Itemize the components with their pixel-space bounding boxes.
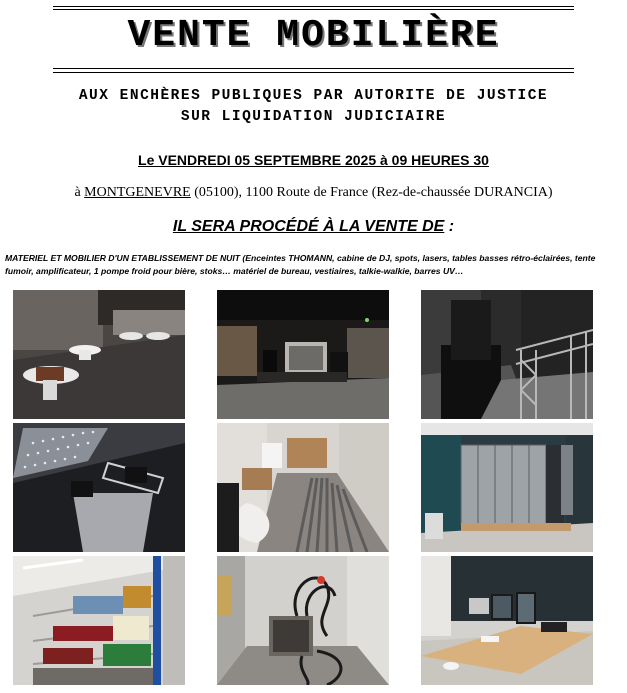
photo-office-desk xyxy=(421,556,593,685)
proceed-heading xyxy=(0,218,627,236)
photo-speakers-truss xyxy=(421,290,593,419)
photo-led-light-truss xyxy=(13,423,185,552)
photo-beer-pump xyxy=(217,556,389,685)
page-title: VENTE MOBILIÈRE xyxy=(127,14,500,57)
proceed-heading-colon: : xyxy=(444,218,455,235)
sale-date-text: Le VENDREDI 05 SEPTEMBRE 2025 à 09 HEURES 30 xyxy=(138,152,489,168)
photo-dj-booth-room xyxy=(217,290,389,419)
title-rule-lower xyxy=(53,72,574,73)
subtitle-line-2: SUR LIQUIDATION JUDICIAIRE xyxy=(180,109,447,125)
photo-lounge-seating xyxy=(13,290,185,419)
photo-stored-metal-bars xyxy=(217,423,389,552)
title-rule-upper xyxy=(53,68,574,69)
sale-location xyxy=(0,185,627,201)
top-rule-inner xyxy=(53,9,574,10)
top-rule-outer xyxy=(53,6,574,7)
photo-stock-shelves xyxy=(13,556,185,685)
sale-date xyxy=(0,152,627,168)
photo-metal-lockers xyxy=(421,423,593,552)
subtitle-line-1: AUX ENCHÈRES PUBLIQUES PAR AUTORITE DE JUSTICE xyxy=(78,88,549,104)
location-prefix: à xyxy=(74,185,81,200)
items-description: MATERIEL ET MOBILIER D'UN ETABLISSEMENT DE NUIT (Enceintes THOMANN, cabine de DJ, spots, lasers, tables basses rétro-éclairées, tente fumoir, amplificateur, 1 pompe froid pour bière, stoks… matériel de bureau, vestiaires, talkie-walkie, barres UV… xyxy=(5,253,596,276)
location-address: (05100), 1100 Route de France (Rez-de-chaussée DURANCIA) xyxy=(190,185,553,200)
proceed-heading-text: IL SERA PROCÉDÉ À LA VENTE DE xyxy=(172,218,445,235)
location-town: MONTGENEVRE xyxy=(84,185,191,200)
